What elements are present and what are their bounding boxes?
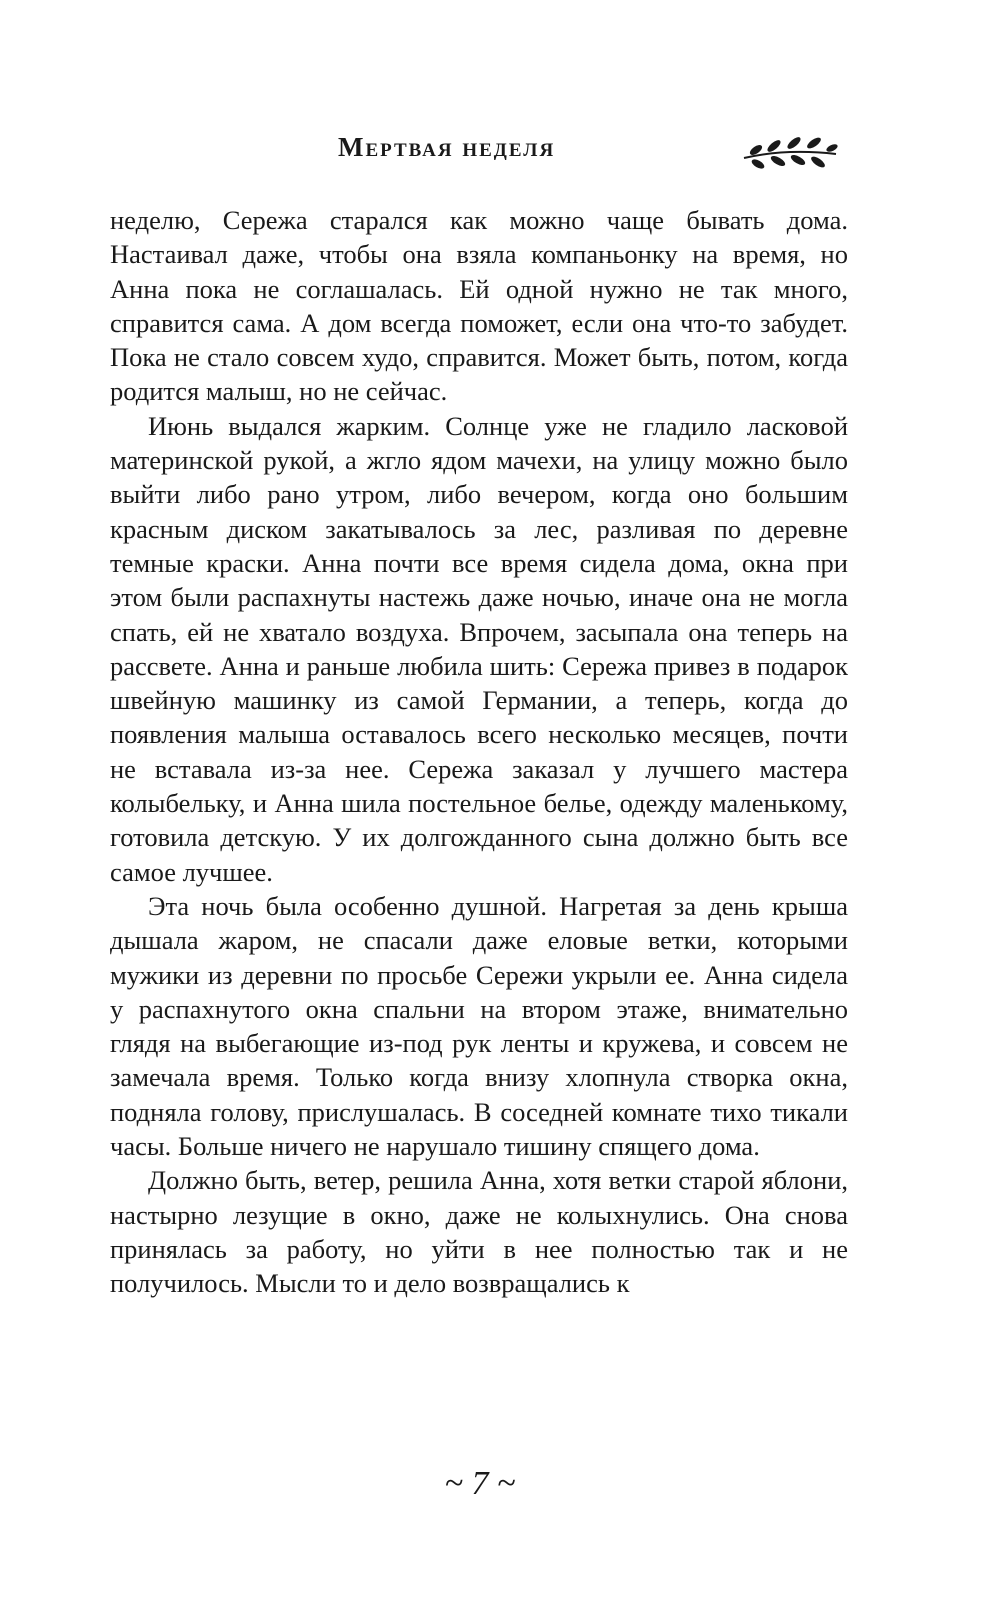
- paragraph-1: неделю, Сережа старался как можно чаще бывать дома. Настаивал даже, чтобы она взяла компаньонку на время, но Анна пока не соглашалась. Ей одной нужно не так много, справится сама. А дом всегда поможет, если она что-то забудет. Пока не стало совсем худо, справится. Может быть, потом, когда родится малыш, но не сейчас.: [110, 205, 848, 407]
- paragraph-4: Должно быть, ветер, решила Анна, хотя ветки старой яблони, настырно лезущие в окно, даже не колыхнулись. Она снова принялась за работу, но уйти в нее полностью так и не получилось. Мысли то и дело возвращались к: [110, 1165, 848, 1299]
- paragraph-3: Эта ночь была особенно душной. Нагретая за день крыша дышала жаром, не спасали даже еловые ветки, которыми мужики из деревни по просьбе Сережи укрыли ее. Анна сидела у распахнутого окна спальни на втором этаже, внимательно глядя на выбегающие из-под рук ленты и кружева, и совсем не замечала время. Только когда внизу хлопнула створка окна, подняла голову, прислушалась. В соседней комнате тихо тикали часы. Больше ничего не нарушало тишину спящего дома.: [110, 890, 848, 1162]
- leaf-branch-icon: [740, 128, 840, 176]
- paragraph-2: Июнь выдался жарким. Солнце уже не гладило ласковой материнской рукой, а жгло ядом мачехи, на улицу можно было выйти либо рано утром, либо вечером, когда оно большим красным диском закатывалось за лес, разливая по деревне темные краски. Анна почти все время сидела дома, окна при этом были распахнуты настежь даже ночью, иначе она не могла спать, ей не хватало воздуха. Впрочем, засыпала она теперь на рассвете. Анна и раньше любила шить: Сережа привез в подарок швейную машинку из самой Германии, а теперь, когда до появления малыша оставалось всего несколько месяцев, почти не вставала из-за нее. Сережа заказал у лучшего мастера колыбельку, и Анна шила постельное белье, одежду маленькому, готовила детскую. У их долгожданного сына должно быть все самое лучшее.: [110, 410, 848, 887]
- running-header-title: Мертвая неделя: [338, 132, 556, 162]
- page-number: ~ 7 ~: [444, 1465, 516, 1502]
- body-text: [110, 203, 848, 1301]
